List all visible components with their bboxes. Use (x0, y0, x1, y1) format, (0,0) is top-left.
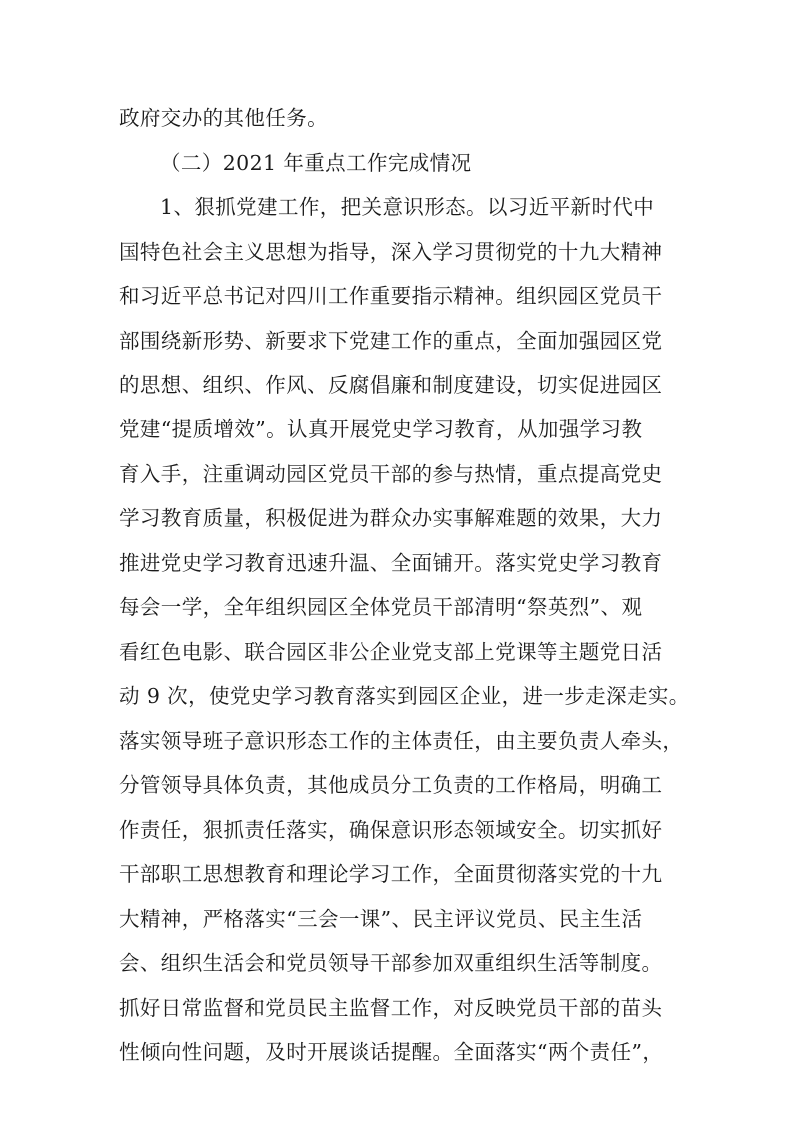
text-line: 学习教育质量，积极促进为群众办实事解难题的效果，大力 (119, 506, 663, 530)
text-line: 的思想、组织、作风、反腐倡廉和制度建设，切实促进园区 (119, 373, 663, 397)
text-line: 大精神，严格落实“三会一课”、民主评议党员、民主生活 (119, 907, 643, 931)
text-line: 干部职工思想教育和理论学习工作，全面贯彻落实党的十九 (119, 862, 663, 886)
section-heading: （二）2021 年重点工作完成情况 (160, 151, 472, 175)
text-line: 性倾向性问题，及时开展谈话提醒。全面落实“两个责任”， (119, 1040, 664, 1064)
text-line: 看红色电影、联合园区非公企业党支部上党课等主题党日活 (119, 640, 663, 664)
text-line: 抓好日常监督和党员民主监督工作，对反映党员干部的苗头 (119, 996, 663, 1020)
text-line: 和习近平总书记对四川工作重要指示精神。组织园区党员干 (119, 284, 663, 308)
text-line: 推进党史学习教育迅速升温、全面铺开。落实党史学习教育 (119, 551, 663, 575)
text-line: 分管领导具体负责，其他成员分工负责的工作格局，明确工 (119, 773, 663, 797)
text-line: 落实领导班子意识形态工作的主体责任，由主要负责人牵头， (119, 729, 684, 753)
text-line: 动 9 次，使党史学习教育落实到园区企业，进一步走深走实。 (119, 684, 690, 708)
text-line: 每会一学，全年组织园区全体党员干部清明“祭英烈”、观 (119, 595, 643, 619)
text-line: 国特色社会主义思想为指导，深入学习贯彻党的十九大精神 (119, 240, 663, 264)
text-line: 部围绕新形势、新要求下党建工作的重点，全面加强园区党 (119, 329, 663, 353)
text-line: 作责任，狠抓责任落实，确保意识形态领域安全。切实抓好 (119, 818, 663, 842)
paragraph-first-line: 1、狠抓党建工作，把关意识形态。以习近平新时代中 (160, 195, 655, 219)
text-line: 育入手，注重调动园区党员干部的参与热情，重点提高党史 (119, 462, 663, 486)
text-line: 会、组织生活会和党员领导干部参加双重组织生活等制度。 (119, 951, 663, 975)
text-line: 党建“提质增效”。认真开展党史学习教育，从加强学习教 (119, 417, 643, 441)
text-line: 政府交办的其他任务。 (119, 106, 328, 130)
